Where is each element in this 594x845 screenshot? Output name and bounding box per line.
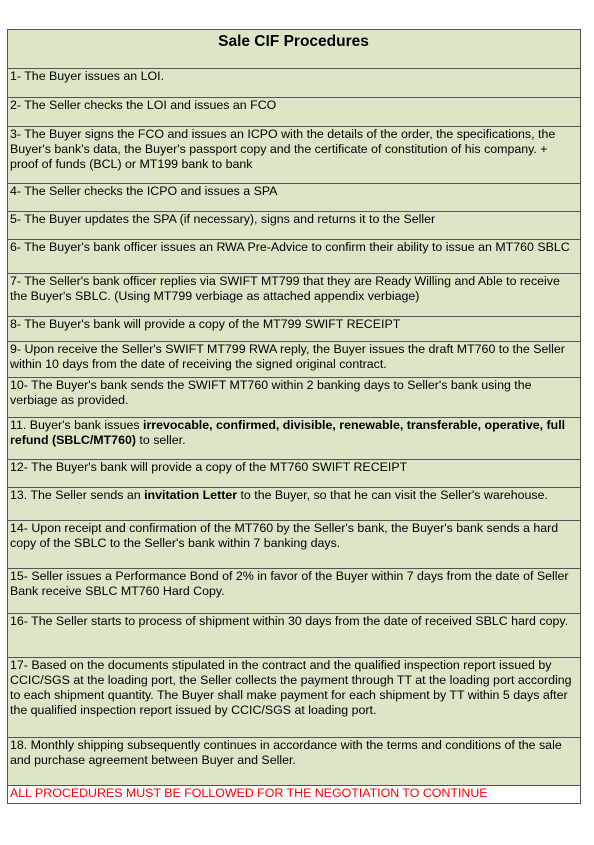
step-11-suffix: to seller.	[135, 433, 186, 447]
step-3: 3- The Buyer signs the FCO and issues an ICPO with the details of the order, the specifications, the Buyer's bank's data, the Buyer's passport copy and the certificate of constitution of his company. + proof of funds (BCL) or MT199 bank to bank	[8, 127, 581, 184]
step-1: 1- The Buyer issues an LOI.	[8, 69, 581, 98]
step-13	[8, 488, 581, 521]
step-18: 18. Monthly shipping subsequently continues in accordance with the terms and conditions of the sale and purchase agreement between Buyer and Seller.	[8, 738, 581, 786]
step-15: 15- Seller issues a Performance Bond of 2% in favor of the Buyer within 7 days from the date of Seller Bank receive SBLC MT760 Hard Copy.	[8, 569, 581, 614]
step-8: 8- The Buyer's bank will provide a copy of the MT799 SWIFT RECEIPT	[8, 317, 581, 342]
step-14: 14- Upon receipt and confirmation of the MT760 by the Seller's bank, the Buyer's bank sends a hard copy of the SBLC to the Seller's bank within 7 banking days.	[8, 521, 581, 569]
step-5: 5- The Buyer updates the SPA (if necessary), signs and returns it to the Seller	[8, 212, 581, 240]
step-7: 7- The Seller's bank officer replies via SWIFT MT799 that they are Ready Willing and Able to receive the Buyer's SBLC. (Using MT799 verbiage as attached appendix verbiage)	[8, 274, 581, 317]
step-10: 10- The Buyer's bank sends the SWIFT MT760 within 2 banking days to Seller's bank using the verbiage as provided.	[8, 378, 581, 418]
step-12: 12- The Buyer's bank will provide a copy of the MT760 SWIFT RECEIPT	[8, 460, 581, 488]
step-16: 16- The Seller starts to process of shipment within 30 days from the date of received SBLC hard copy.	[8, 614, 581, 658]
step-11-prefix: 11. Buyer's bank issues	[10, 418, 143, 432]
step-4: 4- The Seller checks the ICPO and issues a SPA	[8, 184, 581, 212]
negotiation-notice: ALL PROCEDURES MUST BE FOLLOWED FOR THE NEGOTIATION TO CONTINUE	[8, 786, 581, 804]
step-13-emphasis: invitation Letter	[144, 488, 238, 502]
step-17: 17- Based on the documents stipulated in the contract and the qualified inspection report issued by CCIC/SGS at the loading port, the Seller collects the payment through TT at the loading port according to each shipment quantity. The Buyer shall make payment for each shipment by TT within 5 days after the qualified inspection report issued by CCIC/SGS at loading port.	[8, 658, 581, 738]
procedures-table	[7, 29, 581, 804]
step-9: 9- Upon receive the Seller's SWIFT MT799 RWA reply, the Buyer issues the draft MT760 to the Seller within 10 days from the date of receiving the signed original contract.	[8, 342, 581, 378]
step-11	[8, 418, 581, 460]
step-6: 6- The Buyer's bank officer issues an RWA Pre-Advice to confirm their ability to issue an MT760 SBLC	[8, 240, 581, 274]
step-13-suffix: to the Buyer, so that he can visit the Seller's warehouse.	[237, 488, 548, 502]
step-13-prefix: 13. The Seller sends an	[10, 488, 145, 502]
page-title: Sale CIF Procedures	[8, 30, 581, 69]
step-2: 2- The Seller checks the LOI and issues an FCO	[8, 98, 581, 127]
step-11-emphasis: irrevocable, confirmed, divisible, renewable, transferable, operative, full refund (SBLC/MT760)	[10, 418, 566, 447]
